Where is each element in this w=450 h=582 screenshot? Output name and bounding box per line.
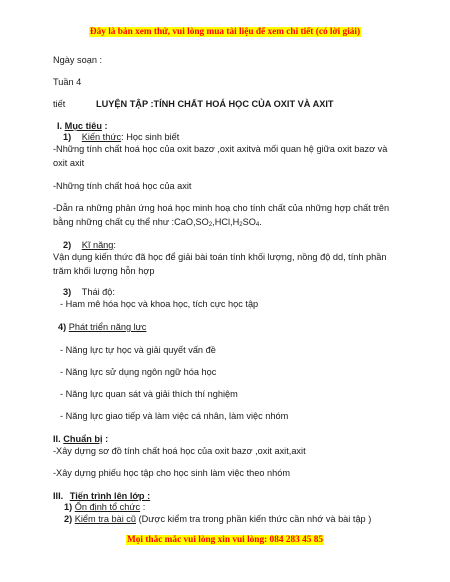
preview-notice-banner: Đây là bản xem thử, vui lòng mua tài liệu để xem chi tiết (có lời giải) xyxy=(89,27,361,37)
skills-item-1-cont: trăm khối lượng hỗn hợp xyxy=(53,266,155,276)
knowledge-heading: 1) Kiến thức: Học sinh biết xyxy=(63,132,180,142)
section-procedure-heading: III. Tiến trình lên lớp : xyxy=(53,491,151,501)
lesson-title-line xyxy=(53,99,334,110)
contact-banner: Mọi thắc mắc vui lòng xin vui lòng: 084 283 45 85 xyxy=(126,535,324,545)
section-preparation-heading: II. Chuẩn bị : xyxy=(53,434,109,444)
period-label: tiết xyxy=(53,99,66,109)
lesson-title: LUYỆN TẬP :TÍNH CHẤT HOÁ HỌC CỦA OXIT VÀ AXIT xyxy=(96,99,334,109)
competency-item: - Năng lực tự học và giải quyết vấn đề xyxy=(60,345,216,355)
knowledge-item-3-cont: bằng những chất cụ thể như $:CaO,SO_2,HCl,H_2SO_4$. xyxy=(53,217,262,228)
procedure-item-2: 2) Kiểm tra bài cũ (Dược kiểm tra trong phần kiến thức cần nhớ và bài tập ) xyxy=(64,514,372,524)
skills-heading: 2) Kĩ năng: xyxy=(63,240,116,250)
competency-item: - Năng lực quan sát và giải thích thí nghiệm xyxy=(60,389,238,399)
competency-item: - Năng lực sử dụng ngôn ngữ hóa học xyxy=(60,367,217,377)
preparation-item-1: -Xây dựng sơ đồ tính chất hoá học của oxit bazơ ,oxit axit,axit xyxy=(53,446,306,456)
skills-item-1: Vận dụng kiến thức đã học để giải bài toán tính khối lượng, nồng độ dd, tính phần xyxy=(53,252,387,262)
knowledge-item-1-cont: oxit axit xyxy=(53,158,85,168)
week-line: Tuần 4 xyxy=(53,77,82,87)
knowledge-item-2: -Những tính chất hoá học của axit xyxy=(53,181,192,191)
attitude-item-1: - Ham mê hóa học và khoa học, tích cực học tập xyxy=(60,299,259,309)
knowledge-item-3: -Dẫn ra những phản ứng hoá học minh hoạ cho tính chất của những hợp chất trên xyxy=(53,203,390,213)
knowledge-item-1: -Những tính chất hoá học của oxit bazơ ,oxit axitvà mối quan hệ giữa oxit bazơ và xyxy=(53,144,388,154)
section-objectives-heading: I. Mục tiêu : xyxy=(57,121,108,131)
procedure-item-1: 1) Ổn định tổ chức : xyxy=(64,502,146,512)
attitude-heading: 3) Thái độ: xyxy=(63,287,115,297)
competency-item: - Năng lực giao tiếp và làm việc cá nhân, làm việc nhóm xyxy=(60,411,289,421)
preparation-item-2: -Xây dựng phiếu học tập cho học sinh làm việc theo nhóm xyxy=(53,468,290,478)
competency-heading: 4) Phát triển năng lực xyxy=(58,322,147,332)
date-line: Ngày soạn : xyxy=(53,55,103,65)
